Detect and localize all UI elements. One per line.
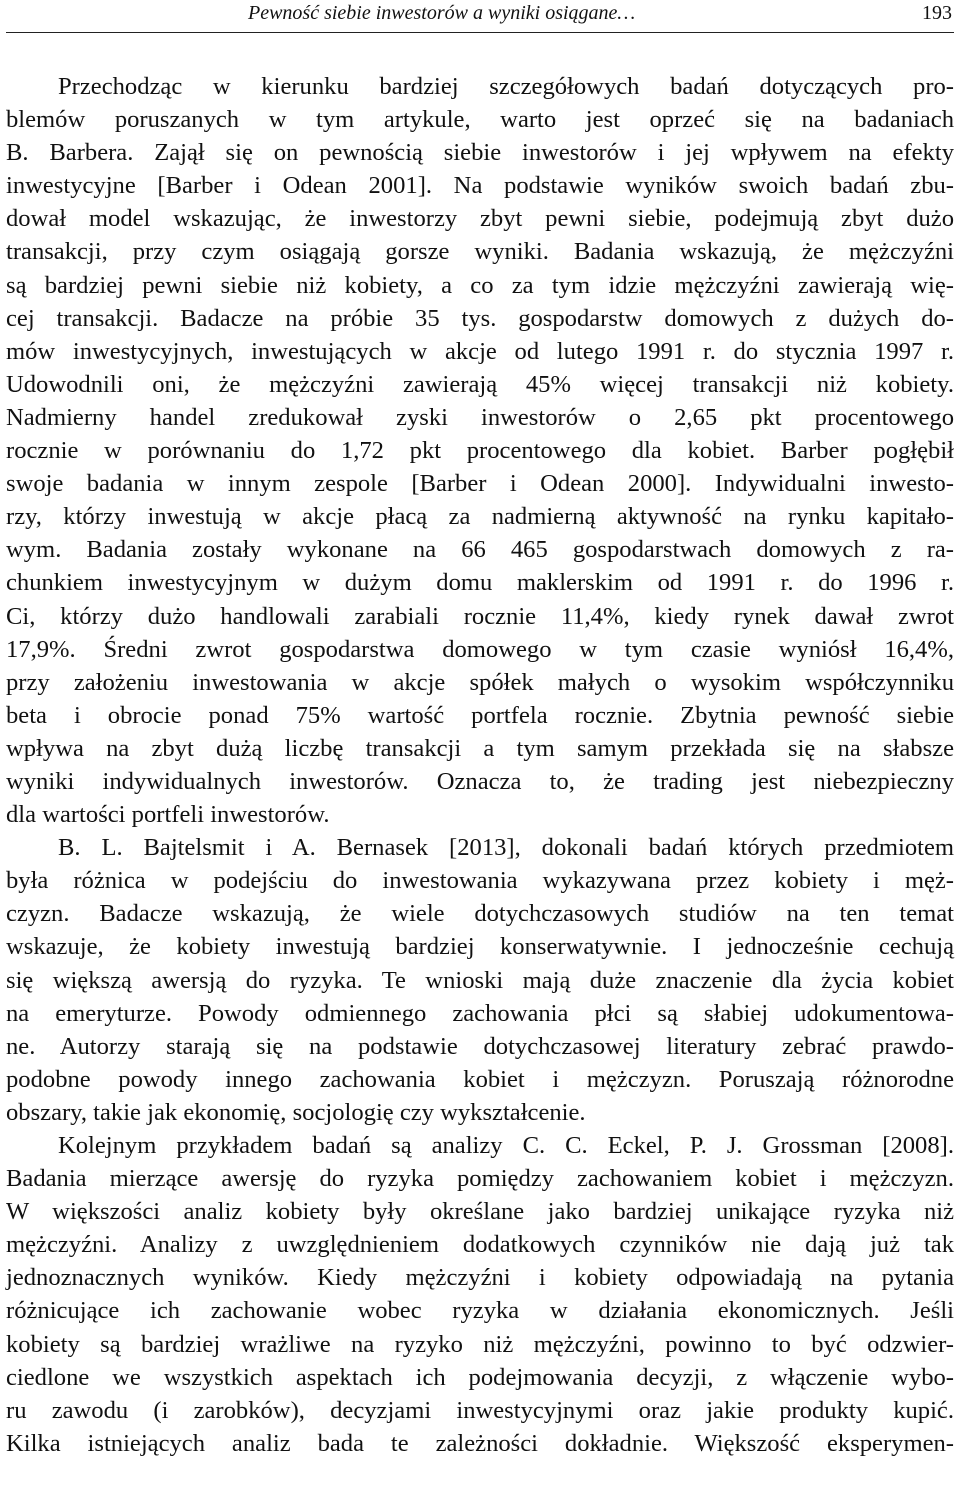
paragraph-line: wskazuje, że kobiety inwestują bardziej konserwatywnie. I jednocześnie cechują [6,933,954,961]
paragraph-line: Ci, którzy dużo handlowali zarabiali rocznie 11,4%, kiedy rynek dawał zwrot [6,602,954,630]
page-body [6,70,954,1460]
paragraph-line: B. Barbera. Zajął się on pewnością siebie inwestorów i jej wpływem na efekty [6,139,954,167]
paragraph-line: różnicujące ich zachowanie wobec ryzyka w działania ekonomicznych. Jeśli [6,1297,954,1325]
paragraph-line: mężczyźni. Analizy z uwzględnieniem dodatkowych czynników nie dają już tak [6,1231,954,1259]
paragraph-line: dla wartości portfeli inwestorów. [6,801,330,829]
running-header [6,0,954,33]
paragraph-line: na emeryturze. Powody odmiennego zachowania płci są słabiej udokumentowa- [6,999,954,1027]
paragraph-line: dował model wskazując, że inwestorzy zbyt pewni siebie, podejmują zbyt dużo [6,205,954,233]
paragraph-line: czyzn. Badacze wskazują, że wiele dotychczasowych studiów na ten temat [6,900,954,928]
paragraph-line: wyniki indywidualnych inwestorów. Oznacza to, że trading jest niebezpieczny [6,767,954,795]
paragraph-line: W większości analiz kobiety były określane jako bardziej unikające ryzyka niż [6,1198,954,1226]
paragraph-line: Badania mierzące awersję do ryzyka pomiędzy zachowaniem kobiet i mężczyzn. [6,1165,954,1193]
paragraph-line: kobiety są bardziej wrażliwe na ryzyko niż mężczyźni, powinno to być odzwier- [6,1330,954,1358]
paragraph-line: Nadmierny handel zredukował zyski inwestorów o 2,65 pkt procentowego [6,403,954,431]
paragraph-line: przy założeniu inwestowania w akcje spółek małych o wysokim współczynniku [6,668,954,696]
paragraph-line: Przechodząc w kierunku bardziej szczegółowych badań dotyczących pro- [58,73,954,100]
paragraph-line: rocznie w porównaniu do 1,72 pkt procentowego dla kobiet. Barber pogłębił [6,437,954,465]
paragraph-line: ciedlone we wszystkich aspektach ich podejmowania decyzji, z włączenie wybo- [6,1363,954,1391]
paragraph-line: obszary, takie jak ekonomię, socjologię czy wykształcenie. [6,1098,586,1126]
paragraph-line: była różnica w podejściu do inwestowania wykazywana przez kobiety i męż- [6,867,954,895]
paragraph-line: chunkiem inwestycyjnym w dużym domu maklerskim od 1991 r. do 1996 r. [6,569,954,597]
paragraph-line: podobne powody innego zachowania kobiet i mężczyzn. Poruszają różnorodne [6,1065,954,1093]
paragraph-line: inwestycyjne [Barber i Odean 2001]. Na podstawie wyników swoich badań zbu- [6,172,954,200]
running-title: Pewność siebie inwestorów a wyniki osiągane… [248,2,636,24]
paragraph-line: wpływa na zbyt dużą liczbę transakcji a tym samym przekłada się na słabsze [6,734,954,762]
paragraph-line: się większą awersją do ryzyka. Te wnioski mają duże znaczenie dla życia kobiet [6,966,954,994]
paragraph-line: beta i obrocie ponad 75% wartość portfela rocznie. Zbytnia pewność siebie [6,701,954,729]
paragraph-line: 17,9%. Średni zwrot gospodarstwa domowego w tym czasie wyniósł 16,4%, [6,635,954,663]
paragraph-line: cej transakcji. Badacze na próbie 35 tys. gospodarstw domowych z dużych do- [6,304,954,332]
paragraph-line: Udowodnili oni, że mężczyźni zawierają 45% więcej transakcji niż kobiety. [6,370,954,398]
paragraph-line: ru zawodu (i zarobków), decyzjami inwestycyjnymi oraz jakie produkty kupić. [6,1396,954,1424]
paragraph-line: są bardziej pewni siebie niż kobiety, a co za tym idzie mężczyźni zawierają wię- [6,271,954,299]
paragraph-line: jednoznacznych wyników. Kiedy mężczyźni i kobiety odpowiadają na pytania [6,1264,954,1292]
page-number: 193 [922,2,952,24]
paragraph-line: swoje badania w innym zespole [Barber i Odean 2000]. Indywidualni inwesto- [6,470,954,498]
paragraph-line: mów inwestycyjnych, inwestujących w akcje od lutego 1991 r. do stycznia 1997 r. [6,337,954,365]
paragraph-line: Kolejnym przykładem badań są analizy C. C. Eckel, P. J. Grossman [2008]. [58,1132,954,1159]
paragraph-line: wym. Badania zostały wykonane na 66 465 gospodarstwach domowych z ra- [6,536,954,564]
paragraph-line: Kilka istniejących analiz bada te zależności dokładnie. Większość eksperymen- [6,1429,954,1457]
paragraph-line: ne. Autorzy starają się na podstawie dotychczasowej literatury zebrać prawdo- [6,1032,954,1060]
paragraph-line: blemów poruszanych w tym artykule, warto jest oprzeć się na badaniach [6,106,954,134]
paragraph-line: rzy, którzy inwestują w akcje płacą za nadmierną aktywność na rynku kapitało- [6,503,954,531]
paragraph-line: transakcji, przy czym osiągają gorsze wyniki. Badania wskazują, że mężczyźni [6,238,954,266]
paragraph-line: B. L. Bajtelsmit i A. Bernasek [2013], dokonali badań których przedmiotem [58,834,954,862]
